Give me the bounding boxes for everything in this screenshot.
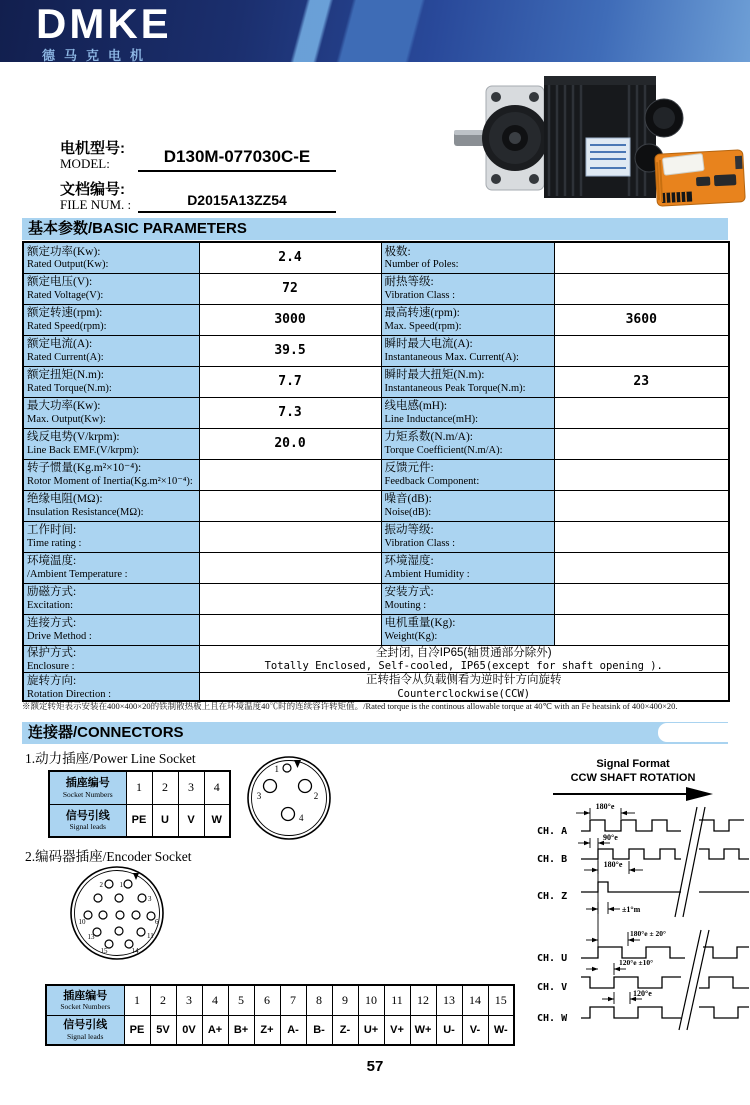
param-label: 环境湿度: Ambient Humidity : [381,552,554,583]
socket-number-cell: 15 [488,985,514,1015]
signal-subtitle: CCW SHAFT ROTATION [570,772,696,784]
svg-text:2: 2 [313,791,319,801]
param-value [554,614,729,645]
channel-label: CH. Z [537,891,568,902]
param-value [199,583,381,614]
param-value: 39.5 [199,335,381,366]
pin-3 [264,780,277,793]
param-value: 23 [554,366,729,397]
power-socket-diagram [246,755,334,843]
socket-number-cell: 7 [280,985,306,1015]
brand-logo: DMKE [36,0,172,47]
param-row [23,397,729,428]
param-value [199,552,381,583]
param-row [23,428,729,459]
signal-lead-cell: 5V [150,1015,176,1045]
basic-parameters-band: 基本参数/BASIC PARAMETERS [22,218,728,240]
param-label: 额定扭矩(N.m): Rated Torque(N.m): [23,366,199,397]
svg-text:1: 1 [119,881,123,889]
model-label-cn: 电机型号: [60,140,125,157]
param-label: 额定电压(V): Rated Voltage(V): [23,273,199,304]
signal-lead-cell: U+ [358,1015,384,1045]
signal-lead-cell: A+ [202,1015,228,1045]
param-label: 极数: Number of Poles: [381,242,554,273]
param-label: 瞬时最大扭矩(N.m): Instantaneous Peak Torque(N.m): [381,366,554,397]
file-label-cn: 文档编号: [60,181,125,198]
pin-4 [282,808,295,821]
param-label: 额定功率(Kw): Rated Output(Kw): [23,242,199,273]
socket-numbers-label: 插座编号 Socket Numbers [49,771,126,804]
param-row [23,459,729,490]
param-value [554,397,729,428]
encoder-socket-title: 2.编码器插座/Encoder Socket [25,849,192,864]
svg-text:10: 10 [78,918,86,926]
param-label: 耐热等级: Vibration Class : [381,273,554,304]
param-label: 工作时间: Time rating : [23,521,199,552]
svg-text:4: 4 [299,813,304,823]
socket-number-cell: 2 [150,985,176,1015]
signal-lead-cell: V+ [384,1015,410,1045]
svg-text:15: 15 [100,947,108,955]
basic-parameters-table [22,241,730,702]
param-row [23,366,729,397]
param-value [554,242,729,273]
param-label: 旋转方向: Rotation Direction : [23,673,199,701]
param-value [554,273,729,304]
svg-text:14: 14 [131,947,139,955]
svg-text:13: 13 [87,933,95,941]
param-value: 20.0 [199,428,381,459]
svg-text:11: 11 [147,932,154,940]
svg-text:3: 3 [148,895,152,903]
pin-2 [299,780,312,793]
param-value: 3600 [554,304,729,335]
socket-number-cell: 6 [254,985,280,1015]
product-photo [448,60,748,217]
param-value [199,614,381,645]
param-label: 连接方式: Drive Method : [23,614,199,645]
band-overlay [658,723,750,742]
param-value: 3000 [199,304,381,335]
socket-number-cell: 13 [436,985,462,1015]
signal-title: Signal Format [596,758,670,770]
model-value: D130M-077030C-E [138,147,336,172]
signal-lead-cell: V [178,804,204,837]
param-label: 瞬时最大电流(A): Instantaneous Max. Current(A): [381,335,554,366]
signal-lead-cell: W- [488,1015,514,1045]
param-value [199,490,381,521]
socket-number-cell: 9 [332,985,358,1015]
socket-number-cell: 1 [124,985,150,1015]
svg-text:1: 1 [274,764,279,774]
param-value: 7.7 [199,366,381,397]
waveforms [581,820,749,1018]
svg-text:2: 2 [99,881,103,889]
rotation-value: 正转指令从负载侧看为逆时针方向旋转 Counterclockwise(CCW) [199,673,729,701]
annotation: 180°e [595,802,615,811]
signal-lead-cell: B- [306,1015,332,1045]
param-value [554,583,729,614]
encoder-pins [84,880,155,948]
socket-number-cell: 12 [410,985,436,1015]
motor-nameplate [586,138,630,176]
encoder-socket-diagram [62,858,174,968]
socket-number-cell: 4 [202,985,228,1015]
param-value: 7.3 [199,397,381,428]
param-label: 安装方式: Mouting : [381,583,554,614]
socket-number-cell: 14 [462,985,488,1015]
socket-number-cell: 1 [126,771,152,804]
signal-leads-label: 信号引线 Signal leads [49,804,126,837]
motor-body [544,76,656,198]
param-label: 保护方式: Enclosure : [23,645,199,673]
pin-1 [283,764,291,772]
param-label: 噪音(dB): Noise(dB): [381,490,554,521]
annotation: 120°e [633,989,652,998]
power-socket-table [48,770,231,838]
channel-label: CH. W [537,1013,568,1024]
brand-logo-chinese: 德马克电机 [42,48,153,63]
param-value [199,521,381,552]
param-label: 绝缘电阻(MΩ): Insulation Resistance(MΩ): [23,490,199,521]
signal-lead-cell: A- [280,1015,306,1045]
annotation: ±1°m [622,905,641,914]
encoder-socket-table [45,984,515,1046]
param-label: 线电感(mH): Line Inductance(mH): [381,397,554,428]
svg-text:6: 6 [155,918,159,926]
signal-lead-cell: U [152,804,178,837]
annotation: 120°e ±10° [619,958,654,967]
param-label: 转子惯量(Kg.m²×10⁻⁴): Rotor Moment of Inertia(Kg.m²×10⁻⁴): [23,459,199,490]
model-label-en: MODEL: [60,156,110,172]
param-label: 反馈元件: Feedback Component: [381,459,554,490]
page-number: 57 [366,1058,384,1075]
channel-label: CH. V [537,982,568,993]
socket-number-cell: 4 [204,771,230,804]
power-socket-title: 1.动力插座/Power Line Socket [25,751,196,766]
param-row [23,614,729,645]
param-value [554,521,729,552]
signal-lead-cell: PE [124,1015,150,1045]
param-label: 电机重量(Kg): Weight(Kg): [381,614,554,645]
socket-number-cell: 3 [176,985,202,1015]
socket-number-cell: 8 [306,985,332,1015]
signal-lead-cell: W [204,804,230,837]
param-value: 2.4 [199,242,381,273]
param-row [23,242,729,273]
signal-lead-cell: Z+ [254,1015,280,1045]
svg-text:3: 3 [256,791,262,801]
socket-number-cell: 5 [228,985,254,1015]
signal-lead-cell: Z- [332,1015,358,1045]
model-row [60,140,350,172]
param-label: 环境温度: /Ambient Temperature : [23,552,199,583]
param-row [23,490,729,521]
signal-lead-cell: W+ [410,1015,436,1045]
rated-torque-note: ※额定转矩表示安装在400×400×20的铁制散热板上且在环境温度40℃时的连续容许转矩值。/Rated torque is the continous allowable torque at 40℃ with an Fe heatsink of 400×400×20. [22,701,678,711]
driver-unit [655,150,746,207]
enclosure-value: 全封闭, 自冷IP65(轴贯通部分除外) Totally Enclosed, Self-cooled, IP65(except for shaft opening ). [199,645,729,673]
signal-lead-cell: U- [436,1015,462,1045]
socket-number-cell: 3 [178,771,204,804]
socket-number-cell: 10 [358,985,384,1015]
param-value [199,459,381,490]
param-row [23,273,729,304]
file-label-en: FILE NUM. : [60,197,132,213]
param-label: 最高转速(rpm): Max. Speed(rpm): [381,304,554,335]
annotation: 180°e [603,860,623,869]
channel-label: CH. A [537,826,568,837]
param-label: 线反电势(V/krpm): Line Back EMF.(V/krpm): [23,428,199,459]
socket-number-cell: 2 [152,771,178,804]
param-value [554,428,729,459]
signal-format-diagram [523,752,750,1052]
annotation: 90°e [603,833,618,842]
socket-numbers-label: 插座编号 Socket Numbers [46,985,124,1015]
connectors-band: 连接器/CONNECTORS [22,722,728,744]
param-row [23,304,729,335]
signal-lead-cell: B+ [228,1015,254,1045]
file-number-row [60,181,350,213]
param-label: 额定转速(rpm): Rated Speed(rpm): [23,304,199,335]
param-label: 励磁方式: Excitation: [23,583,199,614]
param-row [23,335,729,366]
header-banner [0,0,750,62]
param-value [554,490,729,521]
rotation-arrow-head [686,787,713,801]
param-row [23,583,729,614]
signal-lead-cell: PE [126,804,152,837]
enclosure-row [23,645,729,673]
param-label: 最大功率(Kw): Max. Output(Kw): [23,397,199,428]
file-number-value: D2015A13ZZ54 [138,192,336,213]
signal-lead-cell: V- [462,1015,488,1045]
channel-label: CH. B [537,854,568,865]
annotation: 180°e ± 20° [630,929,666,938]
waveform-break-marks [675,807,709,1030]
param-row [23,521,729,552]
param-label: 力矩系数(N.m/A): Torque Coefficient(N.m/A): [381,428,554,459]
param-label: 额定电流(A): Rated Current(A): [23,335,199,366]
socket-number-cell: 11 [384,985,410,1015]
signal-leads-label: 信号引线 Signal leads [46,1015,124,1045]
param-label: 振动等级: Vibration Class : [381,521,554,552]
param-value: 72 [199,273,381,304]
channel-label: CH. U [537,953,568,964]
param-value [554,459,729,490]
param-row [23,552,729,583]
signal-lead-cell: 0V [176,1015,202,1045]
param-value [554,335,729,366]
rotation-row [23,673,729,701]
param-value [554,552,729,583]
key-arrow-icon [294,760,301,768]
